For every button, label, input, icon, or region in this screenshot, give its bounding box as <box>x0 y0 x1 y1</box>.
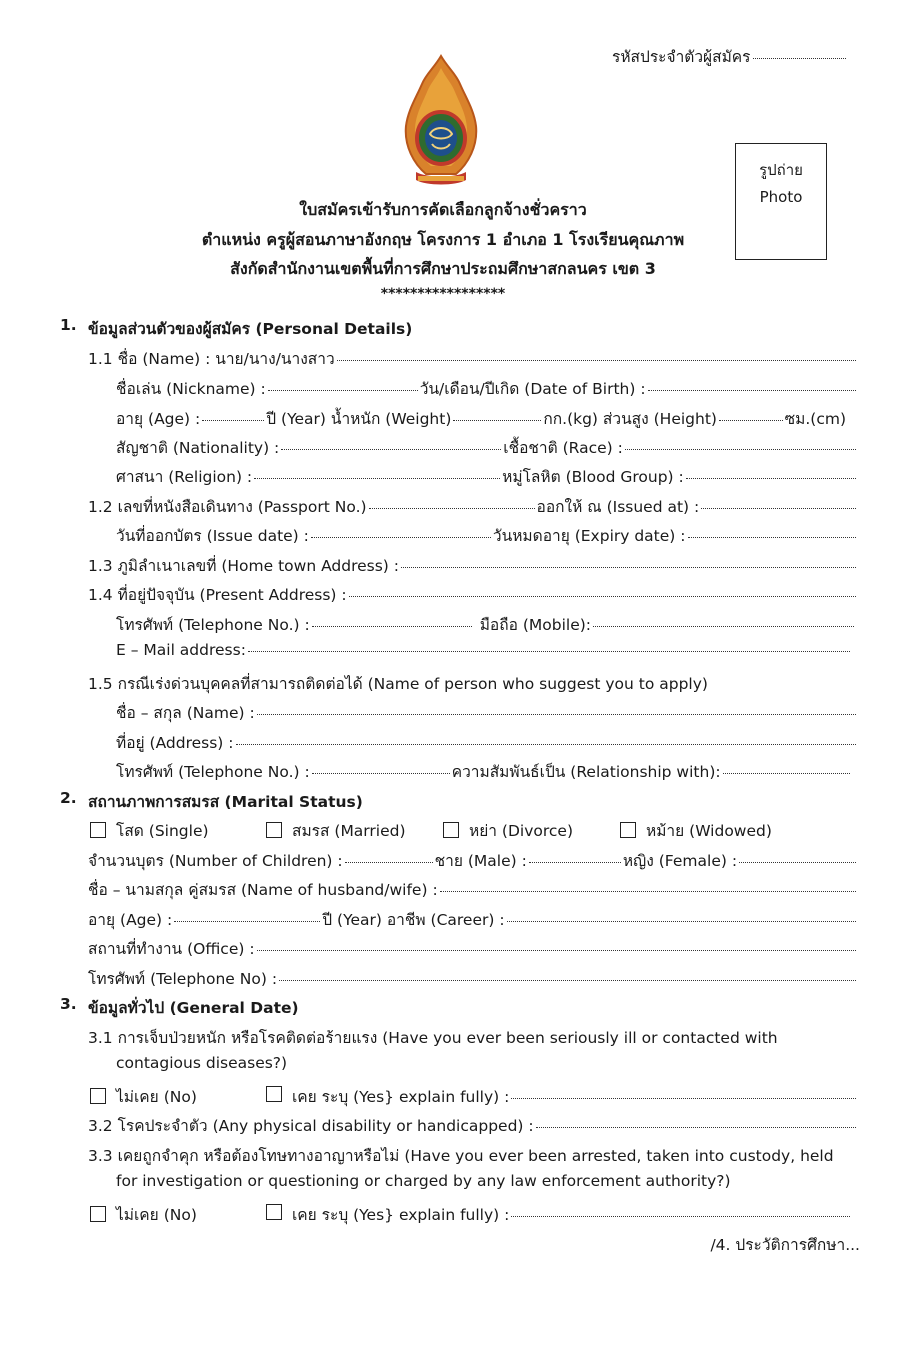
q31-no-label: ไม่เคย (No) <box>116 1088 197 1106</box>
section1-number: 1. <box>60 316 77 334</box>
blood-field[interactable] <box>686 478 856 479</box>
dob-field[interactable] <box>648 390 856 391</box>
race-label: เชื้อชาติ (Race) : <box>503 439 623 457</box>
issue-date-label: วันที่ออกบัตร (Issue date) : <box>116 527 309 545</box>
nationality-label: สัญชาติ (Nationality) : <box>116 439 280 457</box>
single-option[interactable] <box>90 818 209 843</box>
section1-heading: ข้อมูลส่วนตัวของผู้สมัคร (Personal Details) <box>88 320 413 338</box>
q31-yes-row <box>266 1084 858 1109</box>
male-field[interactable] <box>529 862 621 863</box>
form-separator: ***************** <box>380 286 506 302</box>
children-field[interactable] <box>345 862 433 863</box>
name-row <box>88 346 858 371</box>
hometown-field[interactable] <box>401 567 856 568</box>
applicant-id-label: รหัสประจำตัวผู้สมัคร <box>612 48 751 66</box>
widowed-label: หม้าย (Widowed) <box>646 822 772 840</box>
name-field[interactable] <box>337 360 856 361</box>
email-row <box>116 641 852 659</box>
hometown-row <box>88 553 858 578</box>
contact-phone-row <box>116 759 852 784</box>
q31-line2: contagious diseases?) <box>116 1054 288 1072</box>
nickname-field[interactable] <box>268 390 418 391</box>
form-affiliation: สังกัดสำนักงานเขตพื้นที่การศึกษาประถมศึกษาสกลนคร เขต 3 <box>230 259 656 278</box>
q33-no-checkbox[interactable] <box>90 1206 106 1222</box>
spouse-telephone-row <box>88 966 858 991</box>
q33-yes-row <box>266 1202 852 1227</box>
continued-note: /4. ประวัติการศึกษา... <box>710 1236 860 1254</box>
section2-number: 2. <box>60 789 77 807</box>
applicant-id-row <box>612 44 848 69</box>
section2-heading: สถานภาพการสมรส (Marital Status) <box>88 793 363 811</box>
relationship-field[interactable] <box>723 773 850 774</box>
divorce-option[interactable] <box>443 818 573 843</box>
q32-field[interactable] <box>536 1127 856 1128</box>
q33-no-option[interactable] <box>90 1202 197 1227</box>
ministry-seal-icon <box>396 54 486 190</box>
divorce-label: หย่า (Divorce) <box>469 822 574 840</box>
q33-line2: for investigation or questioning or charged by any law enforcement authority?) <box>116 1172 731 1190</box>
mobile-label: มือถือ (Mobile): <box>479 616 592 634</box>
career-label: ปี (Year) อาชีพ (Career) : <box>322 911 505 929</box>
q33-yes-checkbox[interactable] <box>266 1204 282 1220</box>
spouse-label: ชื่อ – นามสกุล คู่สมรส (Name of husband/wife) : <box>88 881 438 899</box>
q31-no-checkbox[interactable] <box>90 1088 106 1104</box>
married-checkbox[interactable] <box>266 822 282 838</box>
spouse-telephone-label: โทรศัพท์ (Telephone No) : <box>88 970 278 988</box>
religion-row <box>116 464 858 489</box>
contact-name-label: ชื่อ – สกุล (Name) : <box>116 704 255 722</box>
contact-name-row <box>116 700 858 725</box>
q31-no-option[interactable] <box>90 1084 197 1109</box>
contact-address-label: ที่อยู่ (Address) : <box>116 734 234 752</box>
male-label: ชาย (Male) : <box>434 852 527 870</box>
issued-at-field[interactable] <box>701 508 856 509</box>
hometown-label: 1.3 ภูมิลำเนาเลขที่ (Home town Address) : <box>88 557 400 575</box>
q32-row <box>88 1113 858 1138</box>
contact-address-field[interactable] <box>236 744 856 745</box>
female-label: หญิง (Female) : <box>622 852 738 870</box>
q32-label: 3.2 โรคประจำตัว (Any physical disability or handicapped) : <box>88 1117 534 1135</box>
q31-line1: 3.1 การเจ็บป่วยหนัก หรือโรคติดต่อร้ายแรง (Have you ever been seriously ill or contacted with <box>88 1029 778 1047</box>
section3-number: 3. <box>60 995 77 1013</box>
religion-field[interactable] <box>254 478 500 479</box>
issue-date-row <box>116 523 858 548</box>
spouse-age-label: อายุ (Age) : <box>88 911 173 929</box>
age-row <box>116 406 846 431</box>
height-label: กก.(kg) ส่วนสูง (Height) <box>543 410 717 428</box>
weight-label: ปี (Year) น้ำหนัก (Weight) <box>266 410 452 428</box>
female-field[interactable] <box>739 862 856 863</box>
weight-field[interactable] <box>453 420 541 421</box>
height-field[interactable] <box>719 420 783 421</box>
applicant-id-field[interactable] <box>753 58 846 59</box>
nickname-label: ชื่อเล่น (Nickname) : <box>116 380 266 398</box>
expiry-label: วันหมดอายุ (Expiry date) : <box>492 527 686 545</box>
spouse-age-row <box>88 907 858 932</box>
present-address-label: 1.4 ที่อยู่ปัจจุบัน (Present Address) : <box>88 586 347 604</box>
emergency-label: 1.5 กรณีเร่งด่วนบุคคลที่สามารถติดต่อได้ (Name of person who suggest you to apply) <box>88 675 708 693</box>
expiry-field[interactable] <box>688 537 857 538</box>
spouse-row <box>88 877 858 902</box>
present-address-row <box>88 582 858 607</box>
email-field[interactable] <box>248 651 850 652</box>
contact-phone-field[interactable] <box>312 773 450 774</box>
divorce-checkbox[interactable] <box>443 822 459 838</box>
name-label: 1.1 ชื่อ (Name) : นาย/นาง/นางสาว <box>88 350 335 368</box>
q31-explain-field[interactable] <box>511 1098 856 1099</box>
telephone-row <box>116 612 856 637</box>
passport-label: 1.2 เลขที่หนังสือเดินทาง (Passport No.) <box>88 498 367 516</box>
single-label: โสด (Single) <box>116 822 209 840</box>
religion-label: ศาสนา (Religion) : <box>116 468 253 486</box>
widowed-checkbox[interactable] <box>620 822 636 838</box>
relationship-label: ความสัมพันธ์เป็น (Relationship with): <box>451 763 721 781</box>
children-row <box>88 848 858 873</box>
telephone-label: โทรศัพท์ (Telephone No.) : <box>116 616 310 634</box>
issued-at-label: ออกให้ ณ (Issued at) : <box>536 498 700 516</box>
nationality-field[interactable] <box>281 449 501 450</box>
spouse-age-field[interactable] <box>174 921 320 922</box>
children-label: จำนวนบุตร (Number of Children) : <box>88 852 343 870</box>
office-row <box>88 936 858 961</box>
spouse-field[interactable] <box>440 891 856 892</box>
contact-address-row <box>116 730 858 755</box>
spouse-telephone-field[interactable] <box>279 980 856 981</box>
nationality-row <box>116 435 858 460</box>
race-field[interactable] <box>625 449 856 450</box>
office-label: สถานที่ทำงาน (Office) : <box>88 940 255 958</box>
q33-line1: 3.3 เคยถูกจำคุก หรือต้องโทษทางอาญาหรือไม่ (Have you ever been arrested, taken into custody, held <box>88 1147 834 1165</box>
widowed-option[interactable] <box>620 818 772 843</box>
contact-name-field[interactable] <box>257 714 856 715</box>
nickname-row <box>116 376 858 401</box>
passport-row <box>88 494 858 519</box>
present-address-field[interactable] <box>349 596 856 597</box>
q33-explain-field[interactable] <box>511 1216 850 1217</box>
married-label: สมรส (Married) <box>292 822 406 840</box>
office-field[interactable] <box>257 950 856 951</box>
form-title: ใบสมัครเข้ารับการคัดเลือกลูกจ้างชั่วคราว <box>299 200 587 219</box>
photo-label-thai: รูปถ่าย <box>759 161 803 179</box>
mobile-field[interactable] <box>593 626 854 627</box>
telephone-field[interactable] <box>312 626 472 627</box>
issue-date-field[interactable] <box>311 537 491 538</box>
age-field[interactable] <box>202 420 264 421</box>
photo-label-en: Photo <box>759 188 803 206</box>
dob-label: วัน/เดือน/ปีเกิด (Date of Birth) : <box>419 380 646 398</box>
age-label: อายุ (Age) : <box>116 410 201 428</box>
blood-label: หมู่โลหิต (Blood Group) : <box>502 468 684 486</box>
form-position: ตำแหน่ง ครูผู้สอนภาษาอังกฤษ โครงการ 1 อำเภอ 1 โรงเรียนคุณภาพ <box>201 230 685 249</box>
career-field[interactable] <box>507 921 856 922</box>
q33-no-label: ไม่เคย (No) <box>116 1206 197 1224</box>
q33-yes-label: เคย ระบุ (Yes} explain fully) : <box>292 1206 510 1224</box>
passport-field[interactable] <box>369 508 535 509</box>
section3-heading: ข้อมูลทั่วไป (General Date) <box>88 999 299 1017</box>
married-option[interactable] <box>266 818 406 843</box>
cm-label: ซม.(cm) <box>784 410 846 428</box>
single-checkbox[interactable] <box>90 822 106 838</box>
email-label: E – Mail address: <box>116 641 246 659</box>
q31-yes-checkbox[interactable] <box>266 1086 282 1102</box>
contact-phone-label: โทรศัพท์ (Telephone No.) : <box>116 763 310 781</box>
q31-yes-label: เคย ระบุ (Yes} explain fully) : <box>292 1088 510 1106</box>
